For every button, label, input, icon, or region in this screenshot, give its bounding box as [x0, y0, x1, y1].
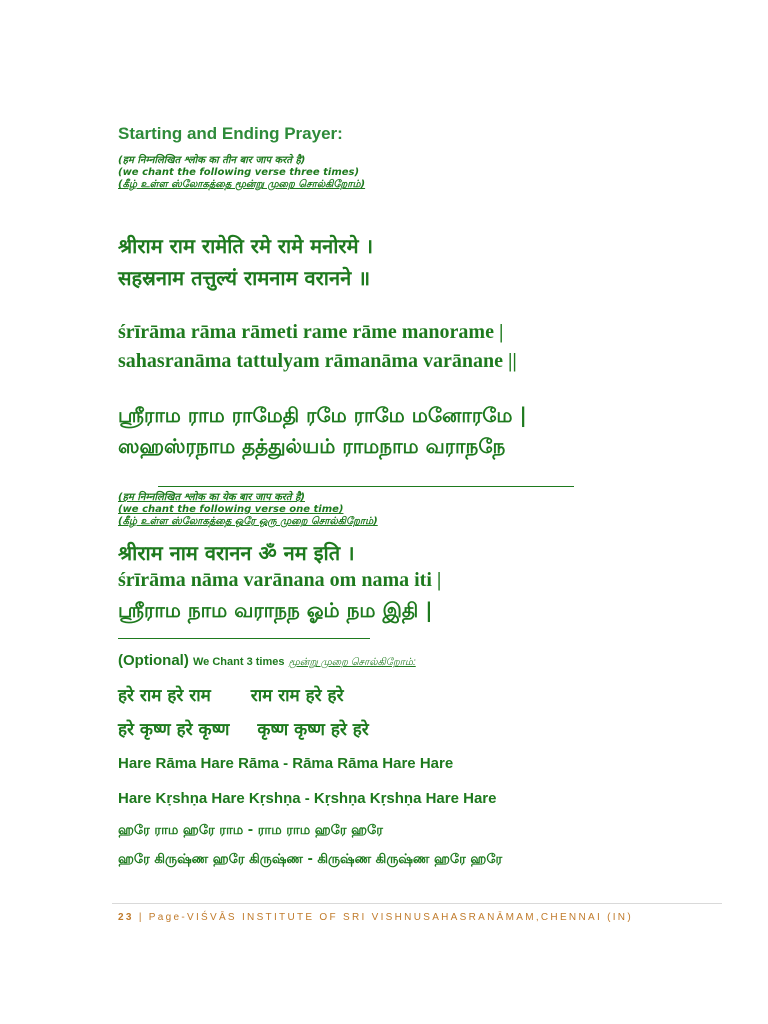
- note-hindi: (हम निम्नलिखित श्लोक का येक बार जाप करते है): [118, 492, 305, 503]
- chant-devanagari-line-1: [118, 683, 344, 706]
- chant-tamil-line-2: ஹரே கிருஷ்ண ஹரே கிருஷ்ண - கிருஷ்ண கிருஷ்ண ஹரே ஹரே: [118, 852, 503, 867]
- page-number: 23: [118, 912, 134, 923]
- chant-deva-1a: हरे राम हरे राम: [118, 686, 211, 706]
- chant-deva-1b: राम राम हरे हरे: [250, 686, 344, 706]
- section1-notes: [118, 155, 365, 191]
- tamil-verse-line-2: ஸஹஸ்ரநாம தத்துல்யம் ராமநாம வராநநே: [118, 434, 506, 458]
- separator-rule: [158, 486, 574, 487]
- devanagari-verse-line-2: सहस्रनाम तत्तुल्यं रामनाम वरानने ॥: [118, 266, 371, 290]
- footer-divider: [112, 903, 722, 904]
- iast-verse-short: śrīrāma nāma varānana om nama iti |: [118, 569, 442, 591]
- page-heading: Starting and Ending Prayer:: [118, 124, 343, 143]
- note-tamil: (கீழ் உள்ள ஸ்லோகத்தை மூன்று முறை சொல்கிறோம்): [118, 179, 366, 190]
- tamil-verse-line-1: ஶ்ரீராம ராம ராமேதி ரமே ராமே மனோரமே |: [118, 403, 527, 427]
- chant-english-line-2: Hare Kṛshṇa Hare Kṛshṇa - Kṛshṇa Kṛshṇa Hare Hare: [118, 790, 497, 807]
- chant-deva-2b: कृष्ण कृष्ण हरे हरे: [257, 720, 369, 740]
- optional-line: [118, 652, 416, 669]
- optional-label: (Optional): [118, 652, 189, 669]
- chant-tamil-line-1: ஹரே ராம ஹரே ராம - ராம ராம ஹரே ஹரே: [118, 823, 383, 838]
- note-english: (we chant the following verse three times): [118, 167, 360, 178]
- iast-verse-line-1: śrīrāma rāma rāmeti rame rāme manorame |: [118, 321, 504, 343]
- section2-notes: [118, 492, 378, 528]
- footer-text: | Page-VIŚVĀS INSTITUTE OF SRI VISHNUSAHASRANĀMAM,CHENNAI (IN): [133, 912, 633, 923]
- chant-devanagari-line-2: [118, 717, 369, 740]
- devanagari-verse-line-1: श्रीराम राम रामेति रमे रामे मनोरमे ।: [118, 234, 374, 258]
- chant-english-line-1: Hare Rāma Hare Rāma - Rāma Rāma Hare Hare: [118, 755, 454, 772]
- optional-tamil: மூன்று முறை சொல்கிறோம்:: [288, 657, 416, 668]
- separator-rule-short: [118, 638, 370, 639]
- page-footer: [118, 912, 633, 923]
- chant-deva-2a: हरे कृष्ण हरे कृष्ण: [118, 720, 230, 740]
- devanagari-verse-short: श्रीराम नाम वरानन ॐ नम इति ।: [118, 541, 355, 565]
- note-tamil: (கீழ் உள்ள ஸ்லோகத்தை ஒரே ஒரு முறை சொல்கிறோம்): [118, 516, 378, 527]
- tamil-verse-short: ஶ்ரீராம நாம வராநந ஓம் நம இதி |: [118, 598, 433, 622]
- note-hindi: (हम निम्नलिखित श्लोक का तीन बार जाप करते है): [118, 155, 306, 166]
- note-english: (we chant the following verse one time): [118, 504, 344, 515]
- optional-english: We Chant 3 times: [193, 656, 285, 668]
- iast-verse-line-2: sahasranāma tattulyam rāmanāma varānane ||: [118, 350, 517, 372]
